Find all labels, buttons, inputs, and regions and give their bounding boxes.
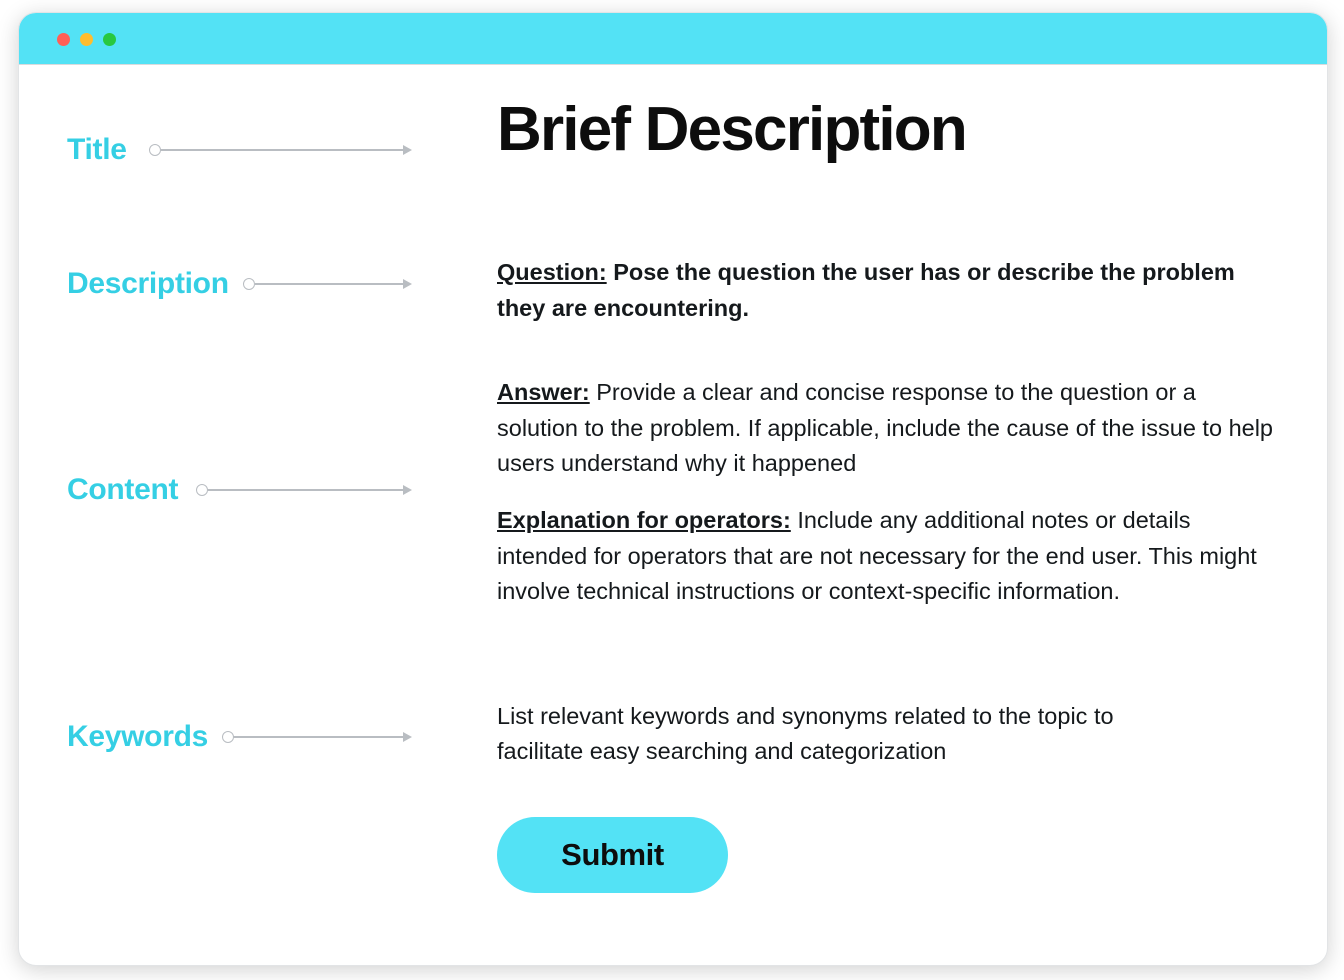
connector-arrow-description-icon — [243, 278, 412, 290]
submit-button[interactable]: Submit — [497, 817, 728, 893]
arrowhead-icon — [403, 485, 412, 495]
question-body-text: Pose the question the user has or describe the problem they are encountering. — [497, 259, 1235, 321]
window-content — [19, 65, 1327, 965]
connector-dot-icon — [149, 144, 161, 156]
connector-dot-icon — [222, 731, 234, 743]
connector-line-icon — [255, 283, 403, 285]
window-titlebar — [19, 13, 1327, 65]
operator-lead-label: Explanation for operators: — [497, 507, 791, 533]
app-window — [18, 12, 1328, 966]
arrowhead-icon — [403, 279, 412, 289]
sidebar-item-description — [67, 267, 412, 301]
connector-dot-icon — [196, 484, 208, 496]
close-window-icon[interactable] — [57, 33, 70, 46]
keywords-hint-text: List relevant keywords and synonyms related to the topic to facilitate easy searching and categorization — [497, 703, 1114, 765]
sidebar-item-label: Content — [67, 473, 179, 506]
answer-body-text: Provide a clear and concise response to the question or a solution to the problem. If applicable, include the cause of the issue to help users understand why it happened — [497, 379, 1273, 477]
arrowhead-icon — [403, 145, 412, 155]
sidebar-item-label: Description — [67, 267, 229, 300]
answer-lead-label: Answer: — [497, 379, 590, 405]
connector-line-icon — [208, 489, 403, 491]
operator-body-text: Include any additional notes or details intended for operators that are not necessary for the end user. This might involve technical instructions or context-specific information. — [497, 507, 1257, 605]
sidebar-item-label: Keywords — [67, 720, 208, 753]
connector-line-icon — [161, 149, 403, 151]
sidebar-item-content — [67, 473, 412, 507]
sidebar-item-label: Title — [67, 133, 127, 166]
connector-line-icon — [234, 736, 403, 738]
zoom-window-icon[interactable] — [103, 33, 116, 46]
answer-paragraph — [497, 375, 1277, 482]
sidebar-item-title — [67, 133, 412, 167]
traffic-light-controls — [57, 33, 116, 46]
connector-arrow-title-icon — [149, 144, 412, 156]
connector-arrow-content-icon — [196, 484, 412, 496]
connector-arrow-keywords-icon — [222, 731, 412, 743]
page-title: Brief Description — [497, 95, 966, 164]
sidebar-item-keywords — [67, 720, 412, 754]
minimize-window-icon[interactable] — [80, 33, 93, 46]
question-lead-label: Question: — [497, 259, 607, 285]
arrowhead-icon — [403, 732, 412, 742]
operator-explanation-paragraph — [497, 503, 1277, 610]
connector-dot-icon — [243, 278, 255, 290]
question-paragraph — [497, 255, 1277, 326]
